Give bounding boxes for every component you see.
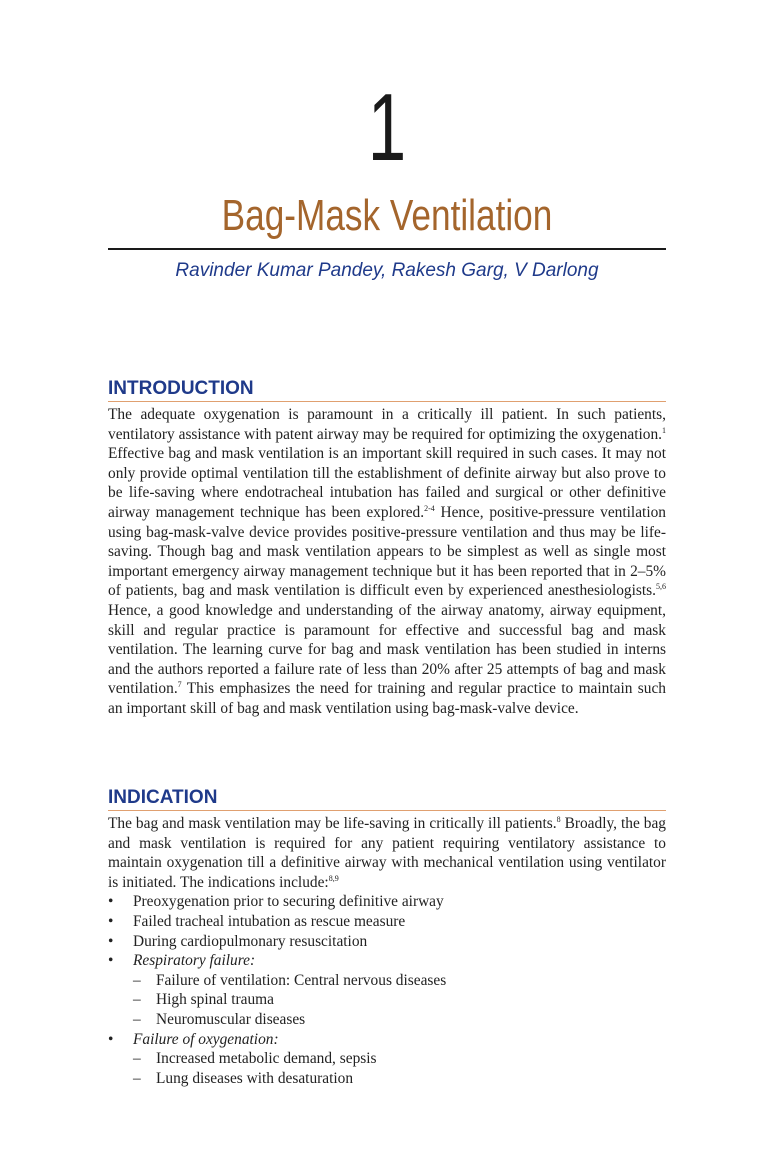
intro-text-4: Hence, a good knowledge and understanding of the airway anatomy, airway equipment, skill and regular practice is paramount for effective and successful bag and mask ventilation. The learning curve for bag and mask ventilation has been studied in interns and the authors reported a failure rate of less than 20% after 25 attempts of bag and mask ventilation. bbox=[108, 601, 666, 698]
title-divider bbox=[108, 248, 666, 250]
list-item-text: Increased metabolic demand, sepsis bbox=[156, 1050, 377, 1068]
bullet-marker: • bbox=[108, 893, 114, 911]
sub-list-item bbox=[108, 990, 666, 1010]
list-item-text: Failure of ventilation: Central nervous diseases bbox=[156, 971, 447, 989]
list-item bbox=[108, 892, 666, 912]
citation: 5,6 bbox=[656, 582, 666, 592]
bullet-marker: • bbox=[108, 932, 114, 950]
sub-list-item bbox=[108, 1049, 666, 1069]
chapter-title: Bag-Mask Ventilation bbox=[221, 191, 553, 240]
dash-marker: – bbox=[133, 1069, 141, 1087]
intro-text-2: Effective bag and mask ventilation is an important skill required in such cases. It may not only provide optimal ventilation till the establishment of definite airway but also prove to be life-saving where endotracheal intubation has failed and surgical or other definitive airway management technique has been explored. bbox=[108, 445, 666, 521]
citation: 7 bbox=[177, 680, 182, 690]
introduction-section bbox=[108, 378, 666, 719]
bullet-marker: • bbox=[108, 912, 114, 930]
citation: 8 bbox=[556, 814, 561, 824]
indication-text-1: The bag and mask ventilation may be life-saving in critically ill patients. bbox=[108, 815, 557, 832]
dash-marker: – bbox=[133, 1050, 141, 1068]
citation: 1 bbox=[662, 425, 666, 435]
indications-list bbox=[108, 892, 666, 1088]
citation: 2-4 bbox=[424, 503, 435, 513]
indication-paragraph bbox=[108, 814, 666, 892]
list-item-text: Neuromuscular diseases bbox=[156, 1010, 306, 1028]
dash-marker: – bbox=[133, 991, 141, 1009]
list-item-text: High spinal trauma bbox=[156, 991, 274, 1009]
intro-text-5: This emphasizes the need for training and regular practice to maintain such an important skill of bag and mask ventilation using bag-mask-valve device. bbox=[108, 680, 666, 717]
section-heading-introduction: INTRODUCTION bbox=[108, 378, 666, 402]
indication-section bbox=[108, 787, 666, 1088]
dash-marker: – bbox=[133, 1010, 141, 1028]
list-item bbox=[108, 951, 666, 971]
sub-list-item bbox=[108, 971, 666, 991]
section-heading-indication: INDICATION bbox=[108, 787, 666, 811]
introduction-paragraph bbox=[108, 405, 666, 719]
chapter-number: 1 bbox=[367, 74, 407, 181]
indication-text-2: Broadly, the bag and mask ventilation is required for any patient requiring ventilatory assistance to maintain oxygenation till a definitive airway with mechanical ventilation using ventilator is initiated. The indications include: bbox=[108, 815, 667, 891]
citation: 8,9 bbox=[328, 873, 339, 883]
intro-text-1: The adequate oxygenation is paramount in a critically ill patient. In such patients, ventilatory assistance with patent airway may be required for optimizing the oxygenation. bbox=[108, 406, 666, 443]
bullet-marker: • bbox=[108, 952, 114, 970]
sub-list-item bbox=[108, 1069, 666, 1089]
list-item bbox=[108, 1030, 666, 1050]
list-item-text: Lung diseases with desaturation bbox=[156, 1069, 354, 1087]
chapter-authors: Ravinder Kumar Pandey, Rakesh Garg, V Darlong bbox=[175, 260, 599, 281]
dash-marker: – bbox=[133, 971, 141, 989]
list-item-text: Failure of oxygenation: bbox=[133, 1030, 279, 1048]
list-item bbox=[108, 912, 666, 932]
list-item bbox=[108, 932, 666, 952]
bullet-marker: • bbox=[108, 1030, 114, 1048]
list-item-text: During cardiopulmonary resuscitation bbox=[133, 932, 368, 950]
list-item-text: Failed tracheal intubation as rescue measure bbox=[133, 912, 406, 930]
intro-text-3: Hence, positive-pressure ventilation using bag-mask-valve device provides positive-pressure ventilation and thus may be life-saving. Though bag and mask ventilation appears to be simplest as well as single most important emergency airway management technique but it has been reported that in 2–5% of patients, bag and mask ventilation is difficult even by experienced anesthesiologists. bbox=[108, 503, 666, 600]
list-item-text: Preoxygenation prior to securing definitive airway bbox=[133, 893, 444, 911]
list-item-text: Respiratory failure: bbox=[133, 952, 256, 970]
sub-list-item bbox=[108, 1010, 666, 1030]
